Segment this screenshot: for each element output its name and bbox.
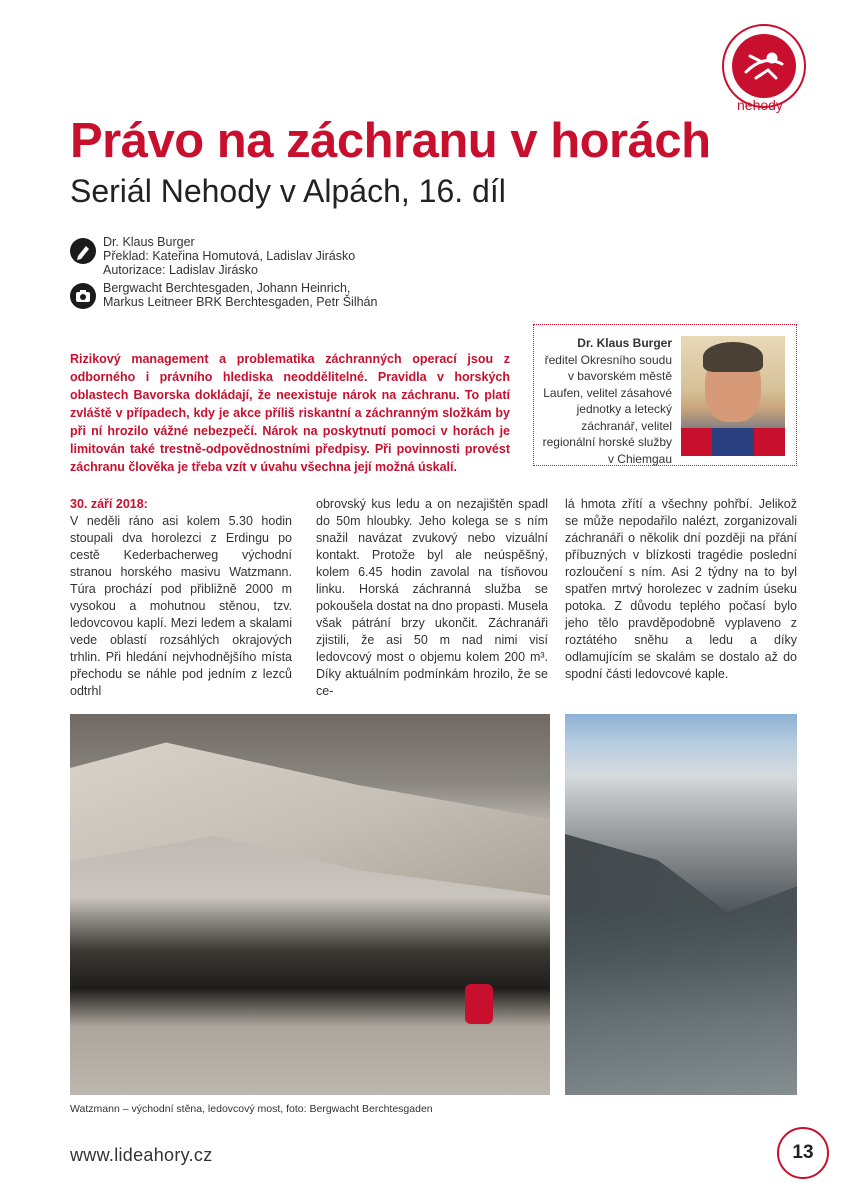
section-badge [722, 24, 806, 108]
author-photo [681, 336, 785, 456]
photo-caption: Watzmann – východní stěna, ledovcový most, foto: Bergwacht Berchtesgaden [70, 1103, 433, 1115]
photo-credits [103, 281, 377, 309]
author-description: ředitel Okresního soudu v bavorském městě Laufen, velitel zásahové jednotky a letecký záchranář, velitel regionální horské služby v Chiemgau [542, 352, 672, 466]
lead-paragraph: Rizikový management a problematika záchranných operací jsou z odborného i právního hlediska neoddělitelné. Pravidla v horských oblastech Bavorska dokládají, že neexistuje nárok na záchranu. To platí zvláště v případech, kdy je akce příliš riskantní a záchranným složkám by při ní hrozilo vážné nebezpečí. Nárok na poskytnutí pomoci v horách je limitován také trestně-odpovědnostními předpisy. Při povinnosti provést záchranu člověka je třeba vzít v úvahu všechna její možná úskalí. [70, 352, 510, 474]
column-1-text: V neděli ráno asi kolem 5.30 hodin stoupali dva horolezci z Erdingu po cestě Kederbacherweg východní stranou horského masivu Watzmann. Túra prochází pod přibližně 2000 m vysokou a mohutnou stěnou, tzv. ledovcovou kaplí. Mezi ledem a skalami vede oblastí rozsáhlých okrajových trhlin. Při hledání nejvhodnějšího místa přechodu se náhle pod jedním z lezců odtrhl [70, 514, 292, 698]
page-subtitle: Seriál Nehody v Alpách, 16. díl [70, 173, 506, 209]
footer-url[interactable]: www.lideahory.cz [70, 1145, 213, 1165]
photo-ice-mass [70, 734, 550, 904]
author-hair [703, 342, 763, 372]
credit-translation: Překlad: Kateřina Homutová, Ladislav Jirásko [103, 249, 356, 263]
author-bio [540, 335, 672, 467]
photo-climber [465, 984, 493, 1024]
section-label: nehody [737, 97, 783, 113]
body-column-1 [70, 496, 292, 700]
event-date: 30. září 2018: [70, 497, 148, 511]
body-column-2: obrovský kus ledu a on nezajištěn spadl do 50m hloubky. Jeho kolega se s ním snažil navázat zvukový nebo vizuální kontakt. Protože byl ale neúspěšný, kolem 6.45 hodin zavolal na tísňovou linku. Horská záchranná služba se pokoušela dostat na dno propasti. Musela však pátrání brzy ukončit. Záchranáři zjistili, že asi 50 m nad nimi visí ledovcový most o objemu kolem 200 m³. Díky aktuálním podmínkám hrozilo, že se ce- [316, 497, 548, 698]
photo-credit-line: Markus Leitneer BRK Berchtesgaden, Petr Šilhán [103, 295, 378, 309]
pen-icon [70, 238, 96, 264]
photo-mountain-face [565, 714, 797, 1095]
camera-icon [70, 283, 96, 309]
body-column-3: lá hmota zřítí a všechny pohřbí. Jelikož se může nepodařilo nalézt, zorganizovali záchranáři o několik dní později na přání příbuzných v blízkosti tragédie poslední rozloučení s ním. Asi 2 týdny na to byl spatřen mrtvý horolezec v zadním úseku potoka. Z důvodu teplého počasí bylo jeho tělo pravděpodobně vyplaveno z roztátého sněhu a ledu a díky odlamujícím se skalám se dostalo až do spodní části ledovcové kaple. [565, 497, 797, 681]
author-shirt [681, 428, 785, 456]
author-name: Dr. Klaus Burger [577, 336, 672, 350]
photo-credit-line: Bergwacht Berchtesgaden, Johann Heinrich, [103, 281, 351, 295]
credit-author: Dr. Klaus Burger [103, 235, 195, 249]
photo-ice-bridge [70, 714, 550, 1095]
text-credits [103, 235, 355, 277]
fall-icon [732, 34, 796, 98]
page-title: Právo na záchranu v horách [70, 114, 711, 168]
credit-authorization: Autorizace: Ladislav Jirásko [103, 263, 258, 277]
photo-rock-face [565, 834, 797, 1095]
page-number: 13 [792, 1142, 814, 1163]
